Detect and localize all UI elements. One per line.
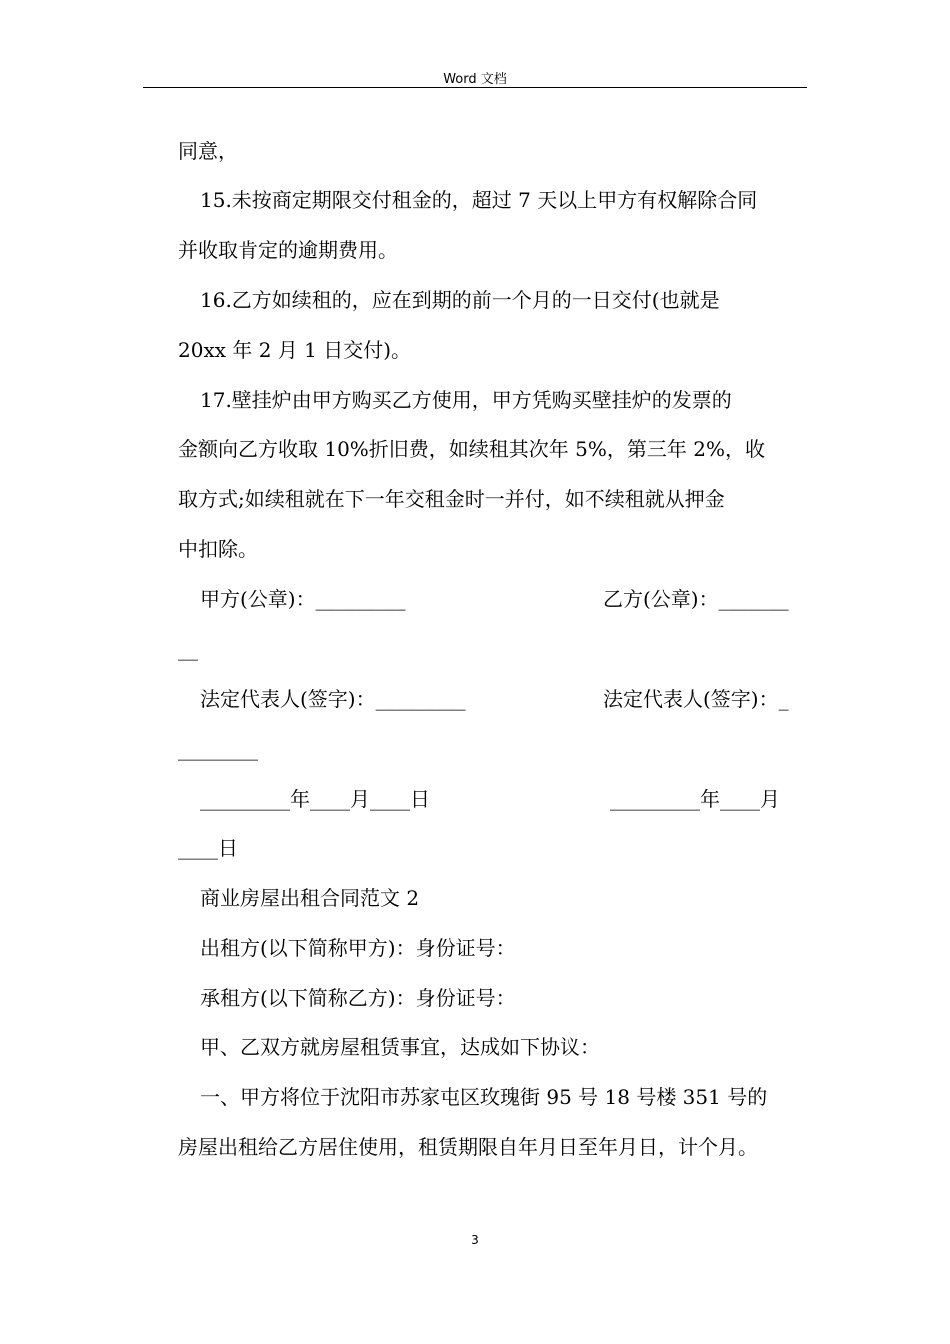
body-line: 取方式;如续租就在下一年交租金时一并付，如不续租就从押金 xyxy=(178,487,725,511)
party-b-seal-continuation: __ xyxy=(178,637,198,661)
body-line: 金额向乙方收取 10%折旧费，如续租其次年 5%，第三年 2%，收 xyxy=(178,437,765,461)
party-a-seal-label: 甲方(公章)：_________ xyxy=(200,587,406,611)
body-line: 15.未按商定期限交付租金的，超过 7 天以上甲方有权解除合同 xyxy=(200,188,758,212)
date-a-line: _________年____月____日 xyxy=(200,787,430,811)
body-line: 16.乙方如续租的，应在到期的前一个月的一日交付(也就是 xyxy=(200,288,720,312)
body-line: 并收取肯定的逾期费用。 xyxy=(178,238,398,262)
clause-1-line-2: 房屋出租给乙方居住使用，租赁期限自年月日至年月日，计个月。 xyxy=(178,1135,758,1159)
agreement-intro: 甲、乙双方就房屋租赁事宜，达成如下协议： xyxy=(200,1035,600,1059)
clause-1-line-1: 一、甲方将位于沈阳市苏家屯区玫瑰街 95 号 18 号楼 351 号的 xyxy=(200,1085,768,1109)
party-b-seal-label: 乙方(公章)：_______ xyxy=(603,587,789,611)
rep-b-signature-label: 法定代表人(签字)：_ xyxy=(603,687,789,711)
body-line: 20xx 年 2 月 1 日交付)。 xyxy=(178,338,412,362)
rep-a-signature-label: 法定代表人(签字)：_________ xyxy=(200,687,466,711)
body-line: 同意， xyxy=(178,139,238,163)
body-line: 17.壁挂炉由甲方购买乙方使用，甲方凭购买壁挂炉的发票的 xyxy=(200,388,732,412)
lessor-line: 出租方(以下简称甲方)：身份证号： xyxy=(200,936,516,960)
section-title: 商业房屋出租合同范文 2 xyxy=(200,886,420,910)
page-header-title: Word 文档 xyxy=(443,72,507,87)
header-divider xyxy=(143,87,807,88)
lessee-line: 承租方(以下简称乙方)：身份证号： xyxy=(200,986,516,1010)
page-number: 3 xyxy=(471,1233,479,1247)
date-b-continuation: ____日 xyxy=(178,836,238,860)
rep-b-signature-continuation: ________ xyxy=(178,737,258,761)
date-b-line: _________年____月 xyxy=(610,787,780,811)
body-line: 中扣除。 xyxy=(178,537,258,561)
